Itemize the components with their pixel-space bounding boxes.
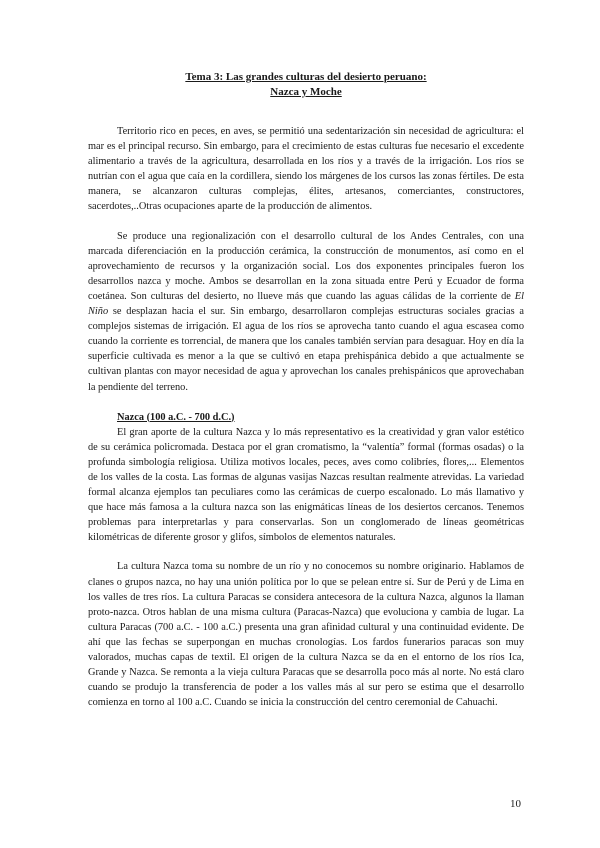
paragraph-nazca-ceramics: El gran aporte de la cultura Nazca y lo más representativo es la creatividad y gran valor estético de su cerámica policromada. Destaca por el gran cromatismo, la “valentía” formal (formas osadas) o la profunda simbología religiosa. Utiliza motivos locales, peces, aves como colibríes, flores,... Elementos de los valles de la costa. Las formas de algunas vasijas Nazcas resultan realmente atrevidas. La variedad formal alcanza ejemplos tan peculiares como las cerámicas de cuerpo escalonado. Lo más llamativo y que hace más famosa a la cultura nazca son las enigmáticas líneas de los desiertos cercanos. Tenemos problemas para interpretarlas y para conservarlas. Son un conglomerado de líneas geométricas kilométricas de diferente grosor y glifos, símbolos de elementos naturales. bbox=[88, 426, 524, 544]
page-number: 10 bbox=[510, 798, 521, 810]
paragraph-regionalization bbox=[88, 229, 524, 395]
document-page bbox=[88, 70, 524, 710]
title-line-1: Tema 3: Las grandes culturas del desierto peruano: bbox=[185, 71, 427, 83]
paragraph-regionalization-part-a: Se produce una regionalización con el desarrollo cultural de los Andes Centrales, con una marcada diferenciación en la producción cerámica, la construcción de monumentos, así como en el aprovechamiento de recursos y la organización social. Los dos exponentes principales fueron los desarrollos nazca y moche. Ambos se desarrollan en la zona situada entre Perú y Ecuador de forma coetánea. Son culturas del desierto, no llueve más que cuando las aguas cálidas de la corriente de bbox=[88, 230, 524, 302]
paragraph-regionalization-part-b: se desplazan hacia el sur. Sin embargo, desarrollaron complejas estructuras sociales gracias a complejos sistemas de irrigación. El agua de los ríos se aprovecha tanto cuando el agua escasea como cuando la corriente es torrencial, de manera que los canales también servían para desaguar. Hoy en día la superficie cultivada es menor a la que se cultivó en etapa prehispánica debido a que actualmente se cultivan plantas con mayor necesidad de agua y aprovechan los canales prehispánicos que aprovechaban la pendiente del terreno. bbox=[88, 306, 524, 393]
title-line-2: Nazca y Moche bbox=[270, 86, 342, 98]
paragraph-nazca-origin: La cultura Nazca toma su nombre de un río y no conocemos su nombre originario. Hablamos de clanes o grupos nazca, no hay una unión política por lo que se pelean entre sí. Sur de Perú y de Lima en los valles de tres ríos. La cultura Paracas se considera antecesora de la cultura Nazca, algunos la llaman proto-nazca. Otros hablan de una misma cultura (Paracas-Nazca) que evoluciona y cambia de lugar. La cultura Paracas (700 a.C. - 100 a.C.) presenta una gran afinidad cultural y una continuidad evidente. De ahí que las fechas se superpongan en muchas cronologías. Los fardos funerarios paracas son muy valorados, muchas capas de textil. El origen de la cultura Nazca se da en el entorno de los ríos Ica, Grande y Nazca. Se remonta a la vieja cultura Paracas que se desarrolla poco más al norte. No está claro cuando se produjo la transferencia de poder a los valles más al sur pero se estima que el desarrollo comienza en torno al 100 a.C. Cuando se inicia la construcción del centro ceremonial de Cahuachi. bbox=[88, 561, 524, 709]
paragraph-intro: Territorio rico en peces, en aves, se permitió una sedentarización sin necesidad de agricultura: el mar es el principal recurso. Sin embargo, para el crecimiento de estas culturas fue necesario el excedente alimentario a través de la agricultura, desarrollada en los ríos y a través de la irrigación. Los ríos se nutrían con el agua que caía en la cordillera, siendo los márgenes de los cursos las zonas fértiles. De esta manera, se alcanzaron culturas complejas, élites, artesanos, comerciantes, constructores, sacerdotes,..Otras ocupaciones aparte de la producción de alimentos. bbox=[88, 126, 524, 213]
section-heading-nazca: Nazca (100 a.C. - 700 d.C.) bbox=[117, 411, 235, 423]
page-title bbox=[88, 70, 524, 100]
el-nino-term: El Niño bbox=[88, 290, 524, 318]
